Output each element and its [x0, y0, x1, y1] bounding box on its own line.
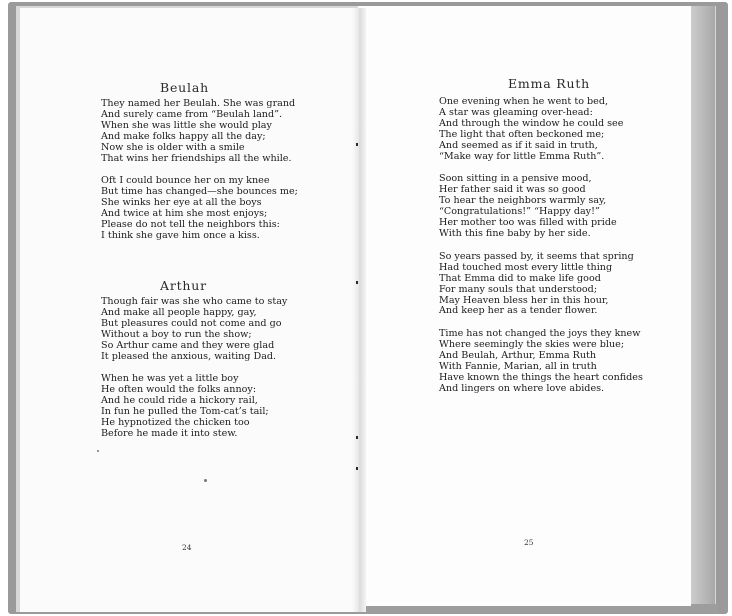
poem-title-arthur: Arthur	[160, 278, 207, 293]
page-number-left: 24	[182, 543, 192, 552]
right-edge-shadow	[689, 6, 715, 606]
poem-line: So years passed by, it seems that spring	[439, 250, 634, 262]
poem-line: He hypnotized the chicken too	[101, 417, 250, 429]
poem-line: That wins her friendships all the while.	[101, 152, 292, 164]
poem-line: And twice at him she most enjoys;	[101, 208, 268, 220]
poem-title-emma-ruth: Emma Ruth	[508, 76, 590, 91]
poem-line: And surely came from “Beulah land”.	[101, 108, 283, 120]
poem-line: And make folks happy all the day;	[101, 130, 266, 142]
poem-line: Now she is older with a smile	[101, 141, 245, 153]
poem-line: With this fine baby by her side.	[439, 227, 591, 239]
poem-line: Oft I could bounce her on my knee	[101, 175, 270, 187]
poem-beulah	[101, 99, 298, 254]
ink-speck	[97, 450, 99, 452]
stanza	[439, 329, 643, 394]
poem-line: Without a boy to run the show;	[101, 328, 252, 340]
poem-line: The light that often beckoned me;	[439, 128, 605, 140]
poem-line: But pleasures could not come and go	[101, 317, 282, 329]
poem-line: Her father said it was so good	[439, 184, 586, 196]
poem-line: For many souls that understood;	[439, 283, 598, 295]
poem-line: Though fair was she who came to stay	[101, 296, 288, 307]
poem-line: One evening when he went to bed,	[439, 96, 609, 107]
poem-line: They named her Beulah. She was grand	[101, 98, 296, 109]
poem-line: And keep her as a tender flower.	[439, 305, 598, 317]
poem-line: When she was little she would play	[101, 119, 272, 131]
ink-speck	[204, 479, 207, 482]
poem-line: To hear the neighbors warmly say,	[439, 195, 607, 207]
stanza	[101, 99, 298, 164]
stanza	[101, 176, 298, 241]
poem-line: I think she gave him once a kiss.	[101, 229, 260, 241]
poem-line: He often would the folks annoy:	[101, 384, 257, 396]
gutter-mark	[356, 436, 358, 439]
poem-line: Time has not changed the joys they knew	[439, 328, 641, 340]
poem-line: It pleased the anxious, waiting Dad.	[101, 350, 277, 362]
poem-line: Her mother too was filled with pride	[439, 217, 617, 229]
poem-emma-ruth	[439, 97, 643, 407]
poem-line: Before he made it into stew.	[101, 427, 238, 439]
gutter-mark	[356, 281, 358, 284]
poem-line: And lingers on where love abides.	[439, 382, 605, 394]
poem-line: So Arthur came and they were glad	[101, 339, 275, 351]
poem-line: “Make way for little Emma Ruth”.	[439, 150, 605, 162]
poem-line: Please do not tell the neighbors this:	[101, 219, 280, 231]
poem-line: And Beulah, Arthur, Emma Ruth	[439, 350, 597, 362]
poem-line: In fun he pulled the Tom-cat’s tail;	[101, 406, 269, 418]
stanza	[101, 374, 287, 439]
poem-line: Have known the things the heart confides	[439, 371, 643, 383]
poem-line: And make all people happy, gay,	[101, 306, 257, 318]
stanza	[101, 297, 287, 362]
poem-line: Had touched most every little thing	[439, 261, 613, 273]
poem-line: That Emma did to make life good	[439, 272, 601, 284]
poem-arthur	[101, 297, 287, 452]
page-number-right: 25	[524, 538, 534, 547]
poem-line: And he could ride a hickory rail,	[101, 395, 258, 407]
stanza	[439, 97, 643, 162]
poem-title-beulah: Beulah	[160, 80, 209, 95]
poem-line: A star was gleaming over-head:	[439, 106, 593, 118]
poem-line: Soon sitting in a pensive mood,	[439, 173, 592, 185]
poem-line: With Fannie, Marian, all in truth	[439, 361, 597, 373]
poem-line: And seemed as if it said in truth,	[439, 139, 598, 151]
poem-line: But time has changed—she bounces me;	[101, 186, 298, 198]
poem-line: When he was yet a little boy	[101, 373, 239, 385]
gutter-mark	[356, 143, 358, 146]
stanza	[439, 252, 643, 317]
poem-line: “Congratulations!” “Happy day!”	[439, 206, 600, 218]
book-gutter	[352, 8, 366, 612]
poem-line: And through the window he could see	[439, 117, 624, 129]
stanza	[439, 174, 643, 239]
gutter-mark	[356, 467, 358, 470]
poem-line: May Heaven bless her in this hour,	[439, 294, 609, 306]
poem-line: Where seemingly the skies were blue;	[439, 339, 625, 351]
poem-line: She winks her eye at all the boys	[101, 197, 262, 209]
